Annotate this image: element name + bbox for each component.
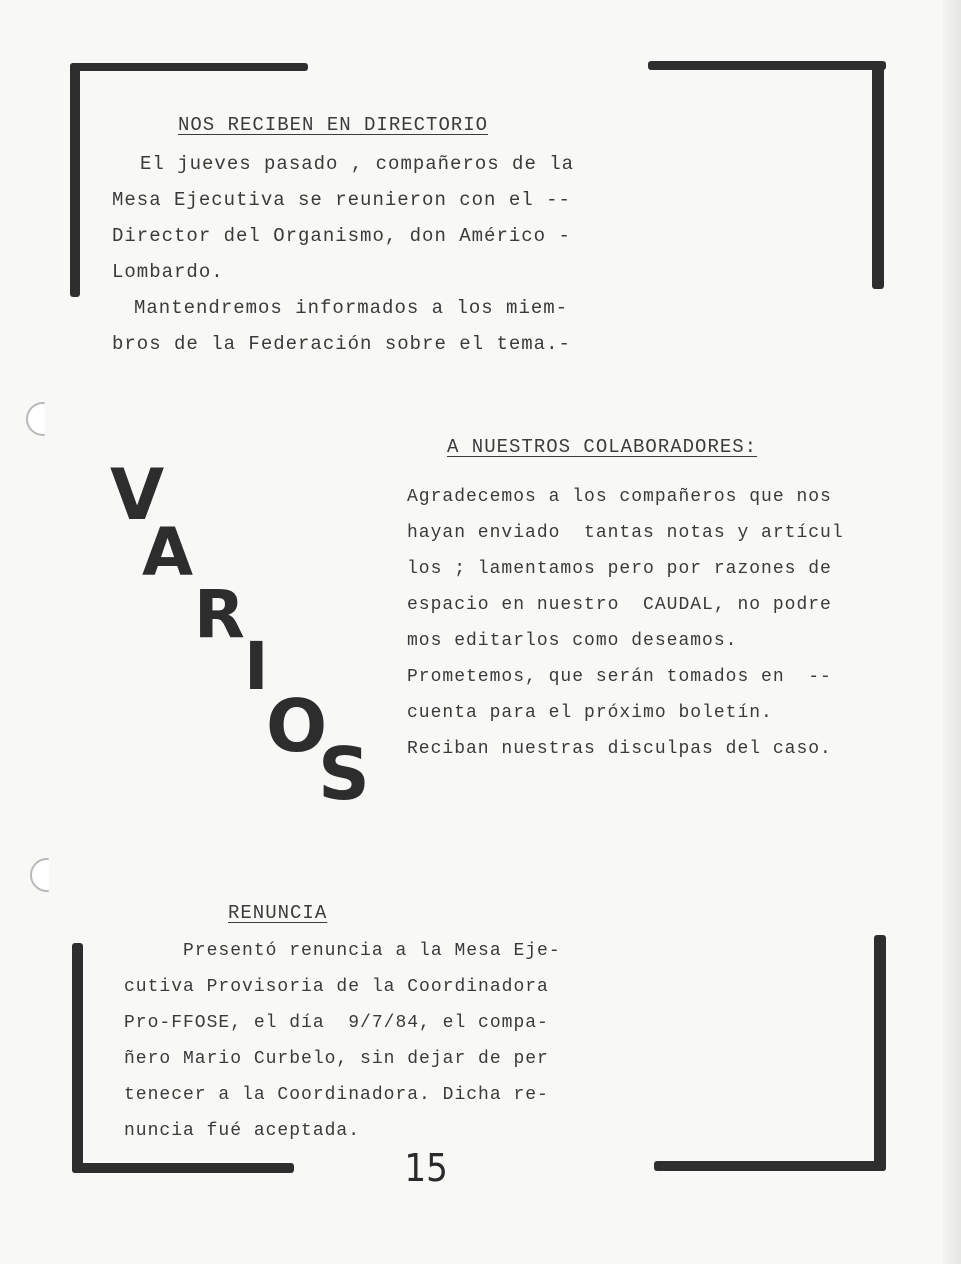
- colaboradores-line-3: los ; lamentamos pero por razones de: [407, 559, 832, 579]
- renuncia-line-6: nuncia fué aceptada.: [124, 1121, 361, 1141]
- varios-letter-o: O: [266, 684, 328, 768]
- renuncia-line-3: Pro-FFOSE, el día 9/7/84, el compa-: [124, 1013, 549, 1033]
- punch-hole-upper: [26, 402, 60, 436]
- corner-bracket-bottom-right-horizontal: [654, 1161, 886, 1171]
- varios-letter-i: I: [244, 628, 269, 705]
- varios-letter-v: V: [110, 454, 165, 536]
- heading-directorio: NOS RECIBEN EN DIRECTORIO: [178, 114, 489, 136]
- varios-letter-a: A: [142, 514, 194, 591]
- varios-letter-r: R: [194, 576, 245, 653]
- colaboradores-line-2: hayan enviado tantas notas y artícul: [407, 523, 844, 543]
- colaboradores-line-7: cuenta para el próximo boletín.: [407, 703, 773, 723]
- page-edge-shadow: [943, 0, 961, 1264]
- directorio-line-6: bros de la Federación sobre el tema.-: [112, 333, 571, 355]
- renuncia-line-5: tenecer a la Coordinadora. Dicha re-: [124, 1085, 549, 1105]
- directorio-line-4: Lombardo.: [112, 261, 224, 283]
- page-number: 15: [404, 1146, 448, 1190]
- directorio-line-2: Mesa Ejecutiva se reunieron con el --: [112, 189, 571, 211]
- corner-bracket-top-left-vertical: [70, 63, 80, 297]
- varios-letter-s: S: [318, 732, 370, 816]
- renuncia-line-2: cutiva Provisoria de la Coordinadora: [124, 977, 549, 997]
- colaboradores-line-8: Reciban nuestras disculpas del caso.: [407, 739, 832, 759]
- corner-bracket-top-right-horizontal: [648, 61, 886, 70]
- directorio-line-3: Director del Organismo, don Américo -: [112, 225, 571, 247]
- paragraph-colaboradores: [407, 479, 844, 767]
- directorio-line-1: El jueves pasado , compañeros de la: [140, 153, 575, 175]
- corner-bracket-top-right-vertical: [872, 61, 884, 289]
- heading-renuncia: RENUNCIA: [228, 902, 328, 924]
- colaboradores-line-6: Prometemos, que serán tomados en --: [407, 667, 832, 687]
- colaboradores-line-4: espacio en nuestro CAUDAL, no podre: [407, 595, 832, 615]
- corner-bracket-bottom-left-horizontal: [72, 1163, 294, 1173]
- paragraph-renuncia: [124, 933, 561, 1149]
- corner-bracket-bottom-left-vertical: [72, 943, 83, 1173]
- colaboradores-line-1: Agradecemos a los compañeros que nos: [407, 487, 832, 507]
- paragraph-directorio: [112, 146, 574, 362]
- heading-colaboradores: A NUESTROS COLABORADORES:: [447, 436, 758, 458]
- renuncia-line-4: ñero Mario Curbelo, sin dejar de per: [124, 1049, 549, 1069]
- directorio-line-5: Mantendremos informados a los miem-: [134, 297, 569, 319]
- punch-hole-lower: [30, 858, 64, 892]
- corner-bracket-top-left-horizontal: [70, 63, 308, 71]
- corner-bracket-bottom-right-vertical: [874, 935, 886, 1171]
- colaboradores-line-5: mos editarlos como deseamos.: [407, 631, 738, 651]
- renuncia-line-1: Presentó renuncia a la Mesa Eje-: [124, 941, 561, 961]
